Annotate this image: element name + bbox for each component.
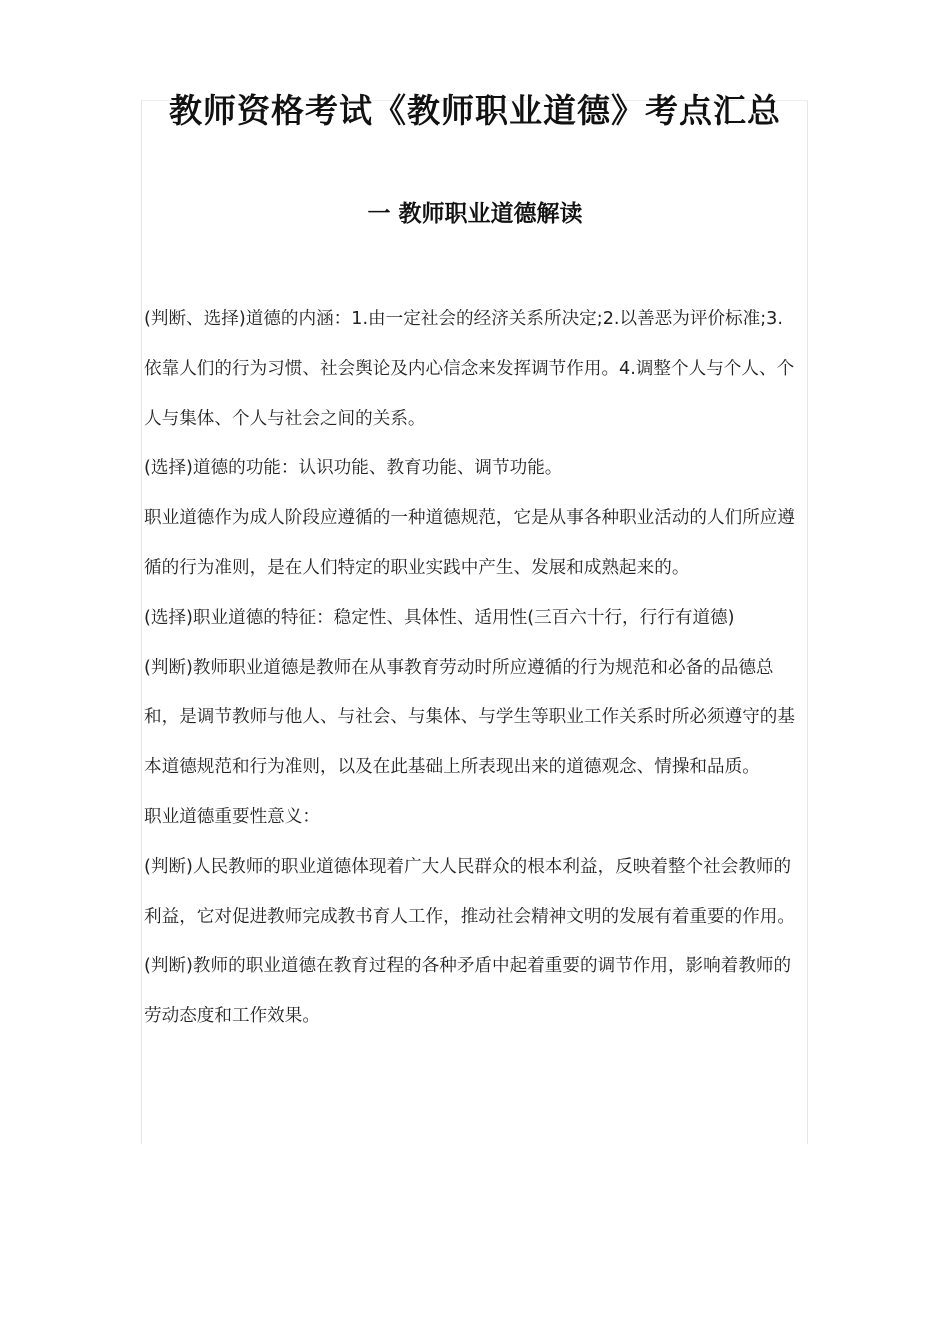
paragraph-teacher-ethics-definition: (判断)教师职业道德是教师在从事教育劳动时所应遵循的行为规范和必备的品德总和，是调节教师与他人、与社会、与集体、与学生等职业工作关系时所必须遵守的基本道德规范和行为准则，以及在此基础上所表现出来的道德观念、情操和品质。 — [144, 657, 795, 778]
paragraph-morality-connotation: (判断、选择)道德的内涵：1.由一定社会的经济关系所决定;2.以善恶为评价标准;3.依靠人们的行为习惯、社会舆论及内心信念来发挥调节作用。4.调整个人与个人、个人与集体、个人与社会之间的关系。 — [144, 309, 795, 429]
paragraph-morality-function: (选择)道德的功能：认识功能、教育功能、调节功能。 — [144, 458, 563, 479]
section-heading: 一 教师职业道德解读 — [367, 201, 583, 227]
paragraph-professional-ethics-definition: 职业道德作为成人阶段应遵循的一种道德规范，它是从事各种职业活动的人们所应遵循的行为准则，是在人们特定的职业实践中产生、发展和成熟起来的。 — [144, 508, 795, 578]
paragraph-importance-heading: 职业道德重要性意义： — [144, 806, 320, 827]
document-body — [144, 295, 798, 1042]
paragraph-importance-1: (判断)人民教师的职业道德体现着广大人民群众的根本利益，反映着整个社会教师的利益，它对促进教师完成教书育人工作，推动社会精神文明的发展有着重要的作用。 — [144, 856, 795, 927]
paragraph-professional-ethics-features: (选择)职业道德的特征：稳定性、具体性、适用性(三百六十行，行行有道德) — [144, 607, 735, 628]
document-title: 教师资格考试《教师职业道德》考点汇总 — [169, 91, 781, 130]
paragraph-importance-2: (判断)教师的职业道德在教育过程的各种矛盾中起着重要的调节作用，影响着教师的劳动态度和工作效果。 — [144, 956, 792, 1027]
